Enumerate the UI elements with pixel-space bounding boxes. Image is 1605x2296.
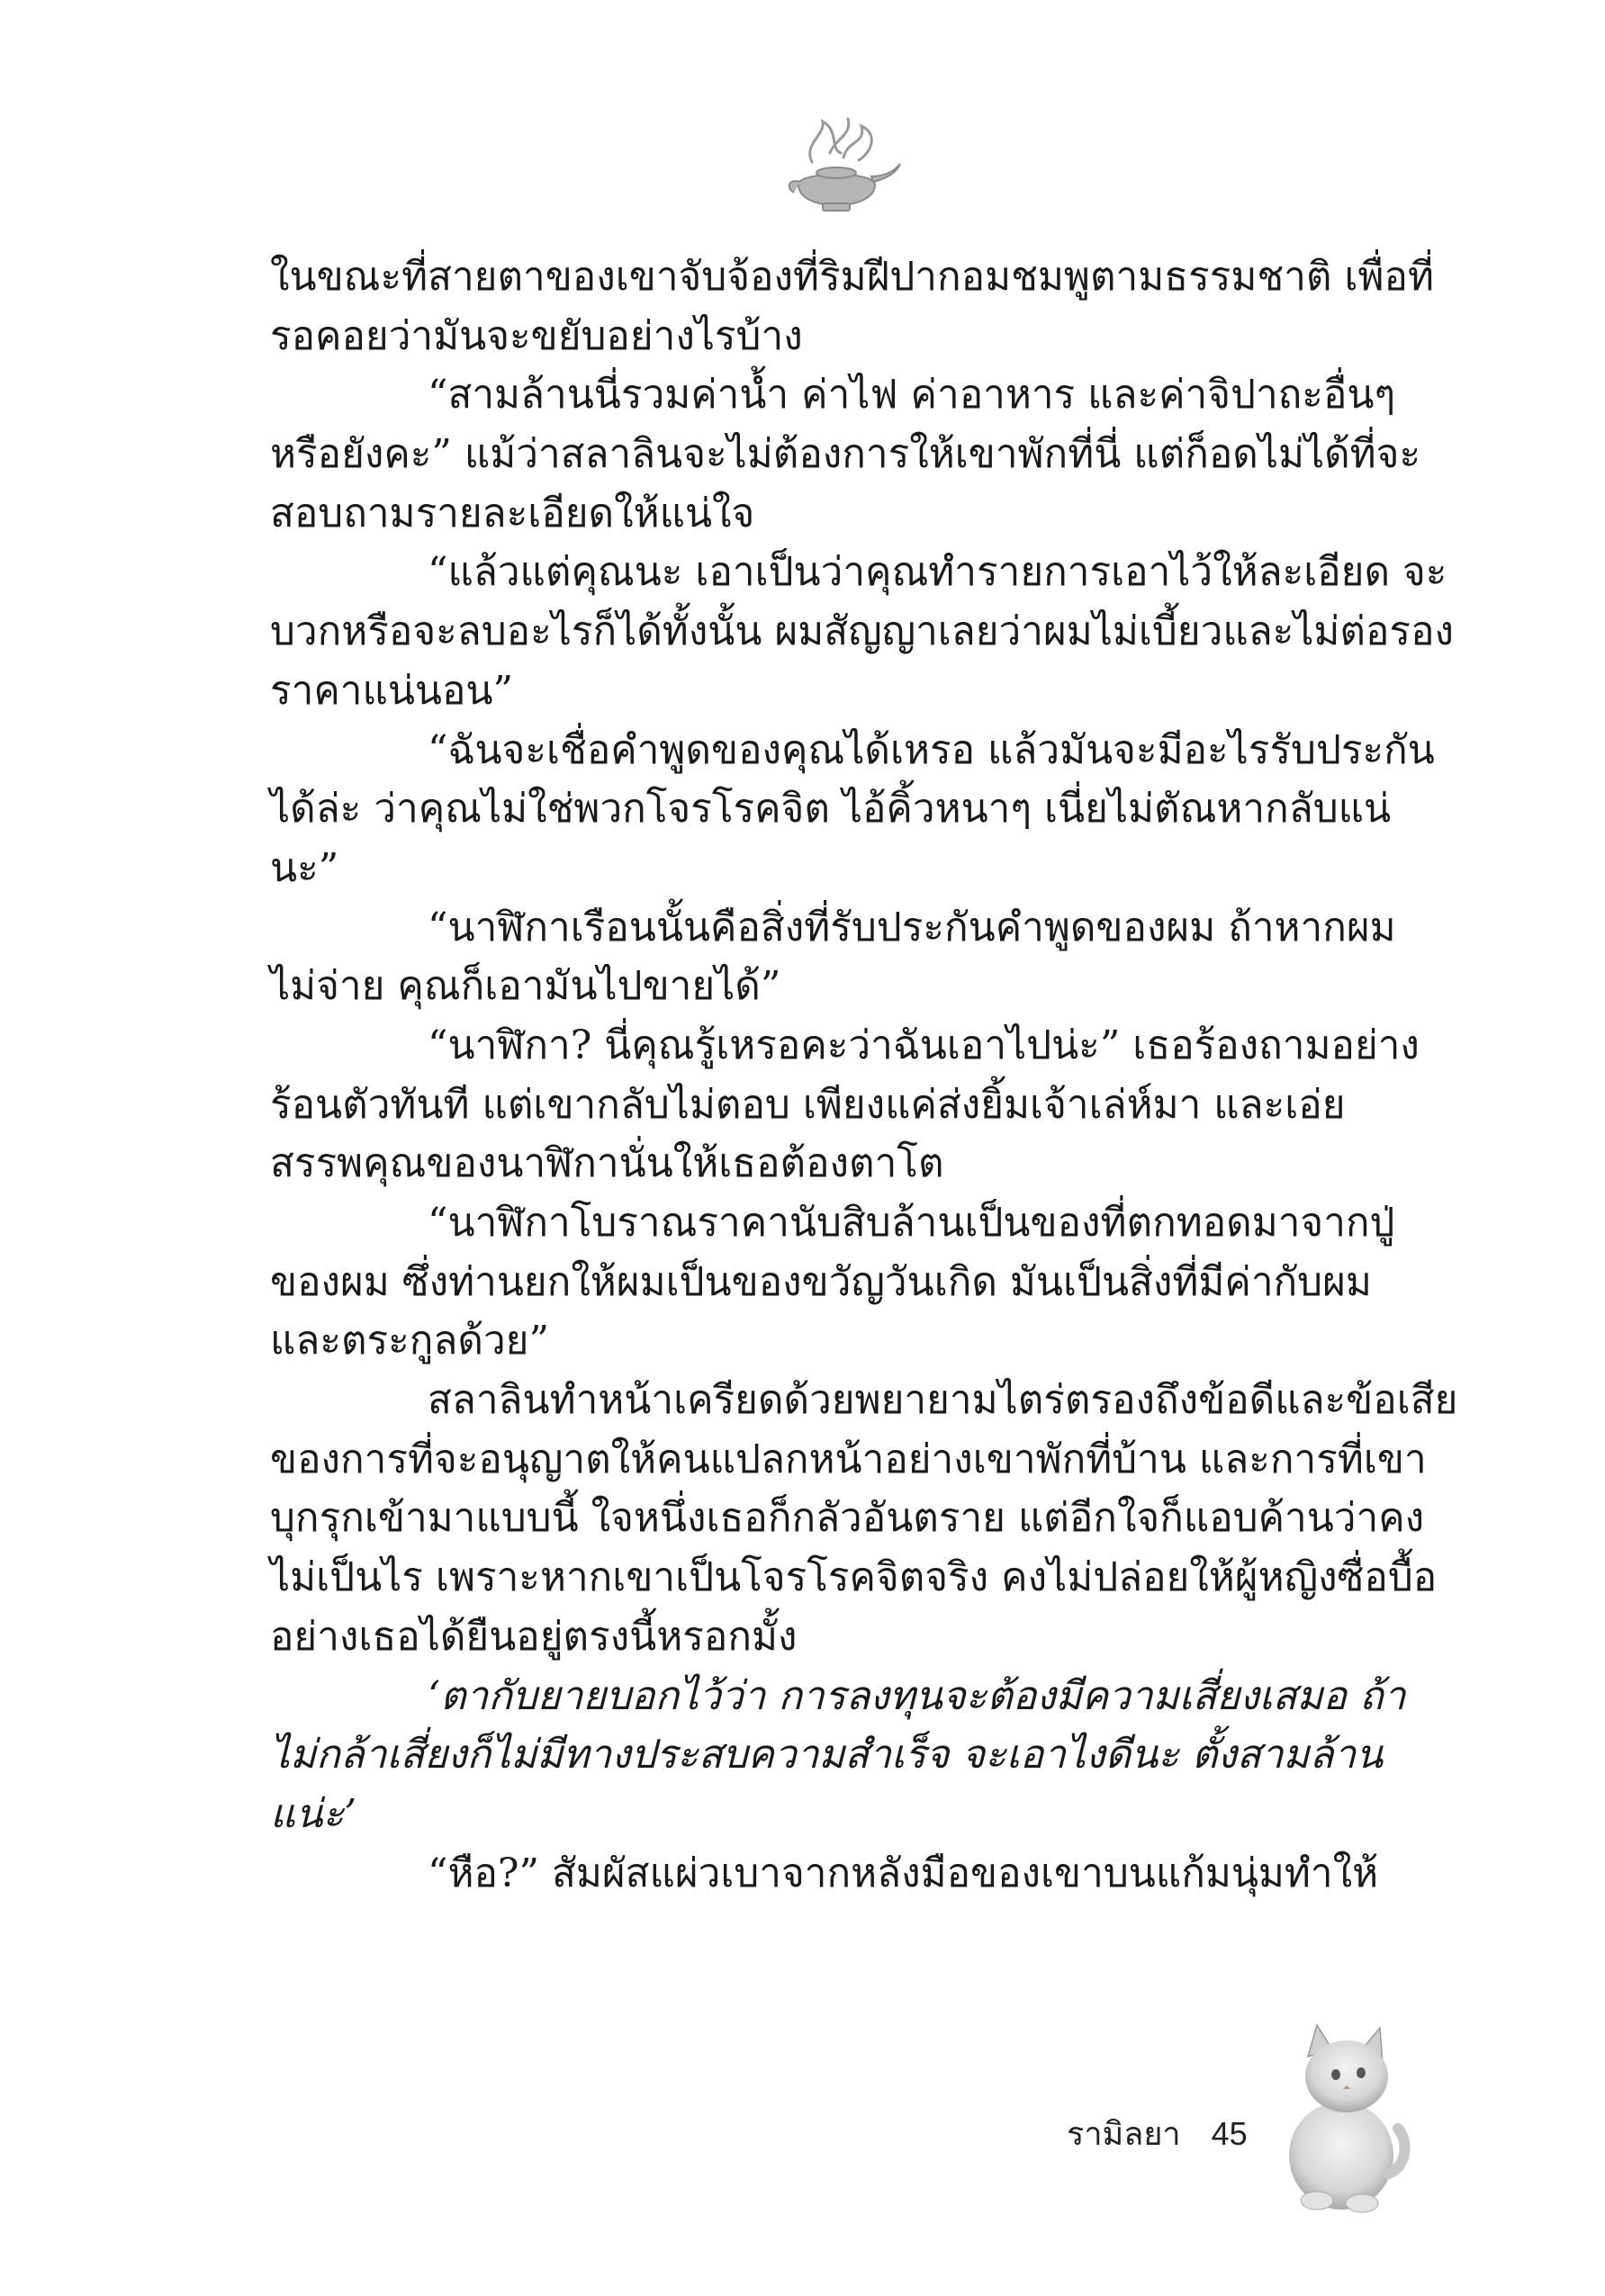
text-line: นะ” [270,844,339,891]
text-line: สอบถามรายละเอียดให้แน่ใจ [270,490,755,536]
text-line: บุกรุกเข้ามาแบบนี้ ใจหนึ่งเธอก็กลัวอันตราย แต่อีกใจก็แอบค้านว่าคง [270,1495,1425,1542]
text-line: ไม่เป็นไร เพราะหากเขาเป็นโจรโรคจิตจริง คงไม่ปล่อยให้ผู้หญิงซื่อบื้อ [270,1554,1438,1601]
text-line: ไม่กล้าเสี่ยงก็ไม่มีทางประสบความสำเร็จ จะเอาไงดีนะ ตั้งสามล้าน [270,1732,1384,1778]
text-line: ได้ล่ะ ว่าคุณไม่ใช่พวกโจรโรคจิต ไอ้คิ้วหนาๆ เนี่ยไม่ตัณหากลับแน่ [270,786,1392,833]
magic-lamp-icon [776,108,902,221]
text-line: “นาฬิกา? นี่คุณรู้เหรอคะว่าฉันเอาไปน่ะ” เธอร้องถามอย่าง [428,1022,1420,1068]
text-line: ‘ตากับยายบอกไว้ว่า การลงทุนจะต้องมีความเสี่ยงเสมอ ถ้า [428,1672,1406,1719]
body-text [270,248,1458,1903]
text-line: “ฉันจะเชื่อคำพูดของคุณได้เหรอ แล้วมันจะมีอะไรรับประกัน [428,726,1435,773]
text-line: “นาฬิกาเรือนนั้นคือสิ่งที่รับประกันคำพูดของผม ถ้าหากผม [428,904,1396,950]
text-line: “หือ?” สัมผัสแผ่วเบาจากหลังมือของเขาบนแก้มนุ่มทำให้ [428,1850,1379,1896]
text-line: ไม่จ่าย คุณก็เอามันไปขายได้” [270,963,781,1010]
kitten-image [1276,2021,1411,2214]
page-footer [1067,2108,1248,2159]
text-line: ร้อนตัวทันที แต่เขากลับไม่ตอบ เพียงแค่ส่งยิ้มเจ้าเล่ห์มา และเอ่ย [270,1081,1346,1128]
page-number: 45 [1211,2115,1248,2152]
text-line: “แล้วแต่คุณนะ เอาเป็นว่าคุณทำรายการเอาไว้ให้ละเอียด จะ [428,549,1447,596]
text-line: หรือยังคะ” แม้ว่าสลาลินจะไม่ต้องการให้เขาพักที่นี่ แต่ก็อดไม่ได้ที่จะ [270,431,1421,478]
text-line: ราคาแน่นอน” [270,667,513,714]
text-line: แน่ะ’ [270,1790,357,1837]
text-line: และตระกูลด้วย” [270,1318,549,1364]
text-line: สลาลินทำหน้าเครียดด้วยพยายามไตร่ตรองถึงข้อดีและข้อเสีย [428,1377,1458,1424]
text-line: ของการที่จะอนุญาตให้คนแปลกหน้าอย่างเขาพักที่บ้าน และการที่เขา [270,1436,1427,1482]
text-line: รอคอยว่ามันจะขยับอย่างไรบ้าง [270,312,803,359]
text-line: บวกหรือจะลบอะไรก็ได้ทั้งนั้น ผมสัญญาเลยว่าผมไม่เบี้ยวและไม่ต่อรอง [270,608,1454,655]
text-line: อย่างเธอได้ยืนอยู่ตรงนี้หรอกมั้ง [270,1613,798,1660]
text-line: ในขณะที่สายตาของเขาจับจ้องที่ริมฝีปากอมชมพูตามธรรมชาติ เพื่อที่ [270,254,1434,300]
text-line: “สามล้านนี่รวมค่าน้ำ ค่าไฟ ค่าอาหาร และค่าจิปาถะอื่นๆ [428,372,1396,419]
book-title: รามิลยา [1067,2115,1181,2152]
text-line: “นาฬิกาโบราณราคานับสิบล้านเป็นของที่ตกทอดมาจากปู่ [428,1200,1395,1246]
text-line: สรรพคุณของนาฬิกานั่นให้เธอต้องตาโต [270,1140,944,1187]
text-line: ของผม ซึ่งท่านยกให้ผมเป็นของขวัญวันเกิด มันเป็นสิ่งที่มีค่ากับผม [270,1258,1372,1305]
